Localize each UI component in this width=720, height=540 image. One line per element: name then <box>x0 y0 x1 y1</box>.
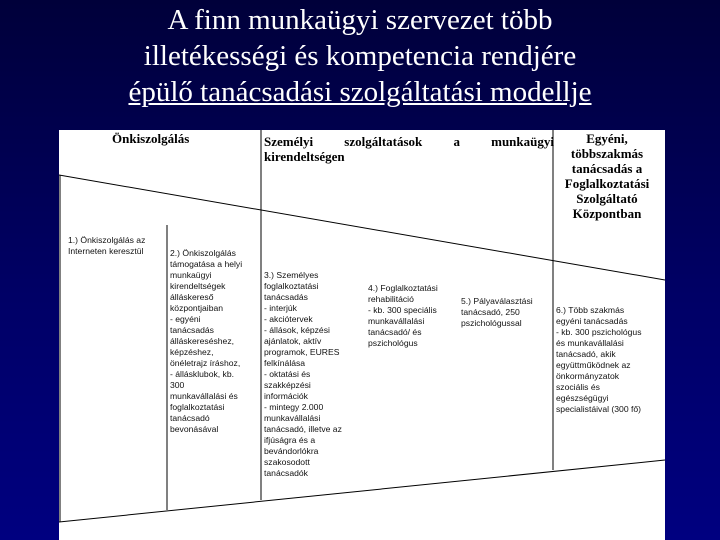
multi-line-4: Foglalkoztatási <box>564 176 650 191</box>
model-diagram <box>59 130 665 540</box>
personal-line-2: kirendeltségen <box>264 149 345 164</box>
personal-word-1: Személyi <box>264 134 314 149</box>
slide-title <box>0 2 720 110</box>
personal-word-2: szolgáltatások <box>344 134 423 149</box>
column-header-multiprofessional <box>549 131 665 221</box>
title-line-2: illetékességi és kompetencia rendjére <box>143 40 577 72</box>
box-4-rehabilitation: 4.) Foglalkoztatási rehabilitáció - kb. 300 speciális munkavállalási tanácsadó/ és pszichológus <box>368 283 438 348</box>
box-3-personal-counselling: 3.) Személyes foglalkoztatási tanácsadás - interjúk - akciótervek - állások, képzési ajánlatok, aktív programok, EURES felkínálása - oktatási és szakképzési információk - mintegy 2.000 munkavállalási tanácsadó, illetve az ifjúságra és a bevándorlókra szakosodott tanácsadók <box>264 270 342 478</box>
personal-word-3: a <box>453 134 460 149</box>
title-line-3: épülő tanácsadási szolgáltatási modellje <box>128 76 592 108</box>
personal-word-4: munkaügyi <box>491 134 554 149</box>
box-1-internet-self-service: 1.) Önkiszolgálás az Interneten keresztül <box>68 235 146 256</box>
multi-line-5: Szolgáltató <box>576 191 638 206</box>
multi-line-6: Központban <box>572 206 642 221</box>
multi-line-1: Egyéni, <box>586 131 628 146</box>
box-6-multiprofessional: 6.) Több szakmás egyéni tanácsadás - kb. 300 pszichológus és munkavállalási tanácsadó, akik együttműködnek az önkormányzatok szociális és egészségügyi specialistáival (300 fő) <box>556 305 642 414</box>
multi-line-3: tanácsadás a <box>571 161 643 176</box>
box-5-career-guidance: 5.) Pályaválasztási tanácsadó, 250 pszichológussal <box>461 296 533 328</box>
multi-line-2: többszakmás <box>570 146 644 161</box>
box-2-supported-self-service: 2.) Önkiszolgálás támogatása a helyi munkaügyi kirendeltségek álláskereső központjaiban - egyéni tanácsadás álláskereséshez, képzéshez, önéletrajz íráshoz, - állásklubok, kb. 300 munkavállalási és foglalkoztatási tanácsadó bevonásával <box>170 248 243 434</box>
column-header-self-service: Önkiszolgálás <box>112 131 190 146</box>
column-header-personal-services <box>264 134 554 164</box>
title-line-1: A finn munkaügyi szervezet több <box>167 4 553 36</box>
